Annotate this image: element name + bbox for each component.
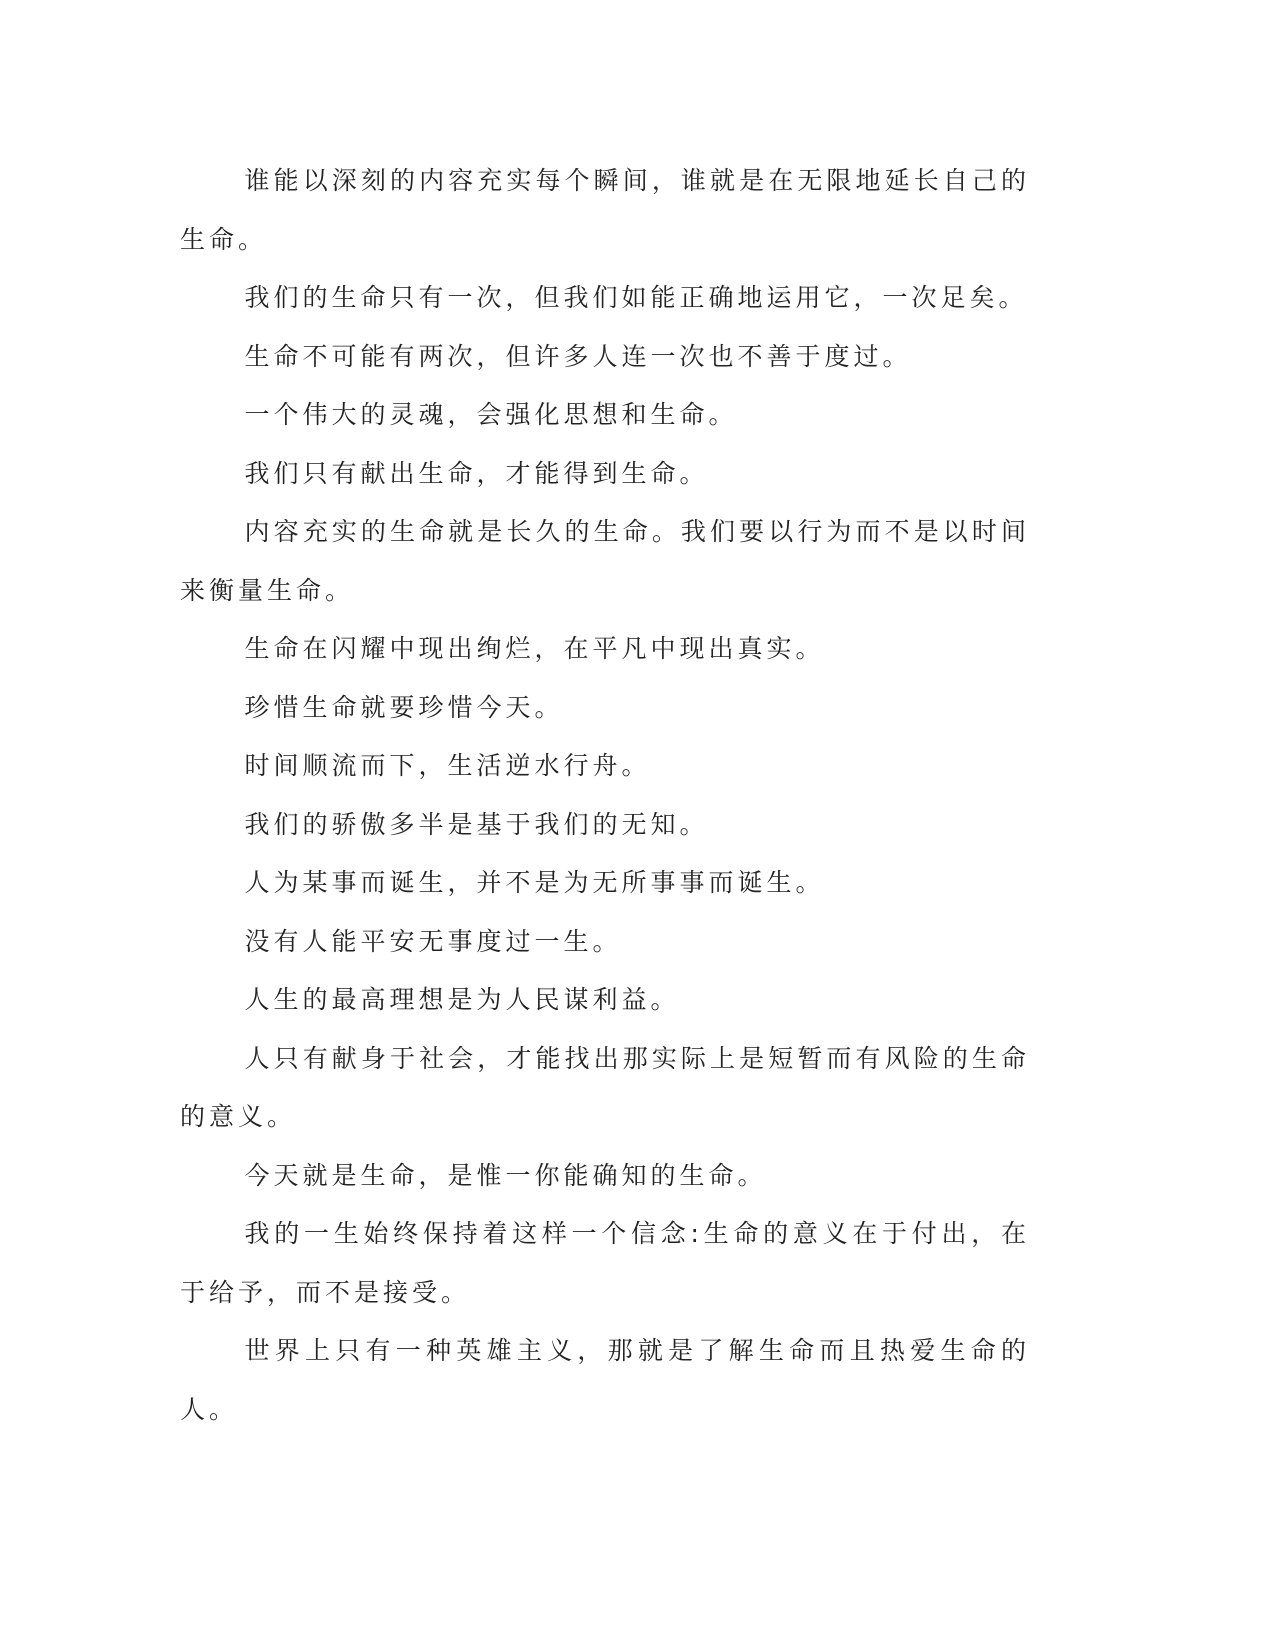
paragraph: 时间顺流而下，生活逆水行舟。 bbox=[244, 751, 651, 780]
paragraph: 我的一生始终保持着这样一个信念:生命的意义在于付出，在于给予，而不是接受。 bbox=[180, 1219, 1030, 1307]
document-page bbox=[180, 152, 1030, 1439]
paragraph: 珍惜生命就要珍惜今天。 bbox=[244, 692, 564, 722]
paragraph: 没有人能平安无事度过一生。 bbox=[244, 926, 622, 956]
paragraph: 今天就是生命，是惟一你能确知的生命。 bbox=[244, 1160, 767, 1190]
paragraph: 我们只有献出生命，才能得到生命。 bbox=[244, 458, 709, 488]
paragraph: 生命不可能有两次，但许多人连一次也不善于度过。 bbox=[244, 341, 912, 371]
paragraph: 人生的最高理想是为人民谋利益。 bbox=[244, 985, 680, 1014]
paragraph: 谁能以深刻的内容充实每个瞬间，谁就是在无限地延长自己的生命。 bbox=[180, 166, 1030, 254]
paragraph: 一个伟大的灵魂，会强化思想和生命。 bbox=[244, 400, 738, 429]
paragraph: 生命在闪耀中现出绚烂，在平凡中现出真实。 bbox=[244, 634, 825, 663]
paragraph: 内容充实的生命就是长久的生命。我们要以行为而不是以时间来衡量生命。 bbox=[180, 517, 1030, 605]
paragraph: 世界上只有一种英雄主义，那就是了解生命而且热爱生命的人。 bbox=[180, 1336, 1030, 1424]
paragraph: 人只有献身于社会，才能找出那实际上是短暂而有风险的生命的意义。 bbox=[180, 1043, 1030, 1131]
paragraph: 我们的生命只有一次，但我们如能正确地运用它，一次足矣。 bbox=[244, 283, 1028, 312]
paragraph: 人为某事而诞生，并不是为无所事事而诞生。 bbox=[244, 868, 825, 897]
paragraph: 我们的骄傲多半是基于我们的无知。 bbox=[244, 809, 709, 839]
